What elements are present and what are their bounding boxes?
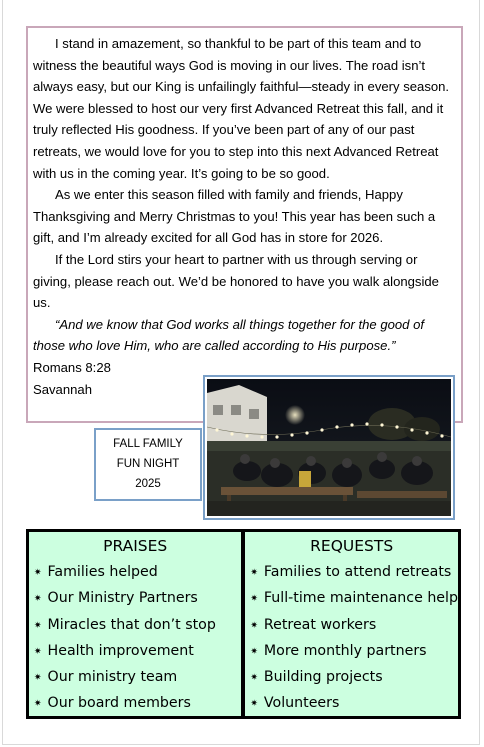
- star-bullet-icon: ✷: [250, 594, 258, 605]
- scripture-reference: Romans 8:28: [33, 359, 111, 375]
- praises-heading: PRAISES: [103, 537, 168, 555]
- photo-caption: [94, 428, 202, 501]
- signature: Savannah: [33, 381, 92, 397]
- list-item: ✷ Full-time maintenance help: [250, 590, 458, 607]
- star-bullet-icon: ✷: [34, 699, 42, 710]
- star-bullet-icon: ✷: [250, 673, 258, 684]
- star-bullet-icon: ✷: [34, 646, 42, 657]
- outdoor-gathering-night-photo: [207, 379, 451, 516]
- list-item: ✷ Families to attend retreats: [250, 564, 452, 580]
- list-item: ✷ Retreat workers: [250, 616, 377, 633]
- list-item: ✷ Volunteers: [250, 695, 340, 712]
- caption-line-3: 2025: [135, 478, 161, 490]
- praises-column: [29, 532, 241, 716]
- scripture-quote: “And we know that God works all things together for the good of those who love Him, who are called according to His purpose.”: [33, 316, 425, 354]
- letter-paragraph-3: If the Lord stirs your heart to partner with us through serving or giving, please reach out. We’d be honored to have you walk alongside us.: [33, 251, 439, 311]
- list-item: ✷ Our ministry team: [34, 669, 178, 686]
- star-bullet-icon: ✷: [34, 568, 42, 578]
- star-bullet-icon: ✷: [34, 594, 42, 605]
- list-item: ✷ Building projects: [250, 669, 383, 686]
- requests-column: [245, 532, 458, 716]
- caption-line-1: FALL FAMILY: [113, 438, 183, 450]
- list-item: ✷ More monthly partners: [250, 642, 427, 659]
- star-bullet-icon: ✷: [250, 568, 258, 578]
- letter-box: [26, 26, 463, 423]
- star-bullet-icon: ✷: [250, 699, 258, 710]
- list-item: ✷ Our board members: [34, 695, 191, 712]
- requests-heading: REQUESTS: [310, 537, 394, 555]
- letter-paragraph-2: As we enter this season filled with family and friends, Happy Thanksgiving and Merry Christmas to you! This year has been such a gift, and I’m already excited for all God has in store for 2026.: [33, 187, 436, 246]
- star-bullet-icon: ✷: [250, 646, 258, 657]
- event-photo: [203, 375, 455, 520]
- caption-line-2: FUN NIGHT: [116, 458, 180, 470]
- list-item: ✷ Miracles that don’t stop: [34, 616, 216, 633]
- list-item: ✷ Health improvement: [34, 642, 194, 659]
- list-item: ✷ Our Ministry Partners: [34, 590, 198, 607]
- letter-paragraph-1: I stand in amazement, so thankful to be part of this team and to witness the beautiful ways God is moving in our lives. The road isn’t always easy, but our King is unfailingly faithful—steady in every season. We were blessed to host our very first Advanced Retreat this fall, and it truly reflected His goodness. If you’ve been part of any of our past retreats, we would love for you to step into this next Advanced Retreat with us in the coming year. It’s going to be so good.: [33, 36, 450, 181]
- star-bullet-icon: ✷: [250, 620, 258, 631]
- list-item: ✷ Families helped: [34, 564, 158, 580]
- star-bullet-icon: ✷: [34, 620, 42, 631]
- praises-requests-table: [26, 529, 461, 719]
- star-bullet-icon: ✷: [34, 673, 42, 684]
